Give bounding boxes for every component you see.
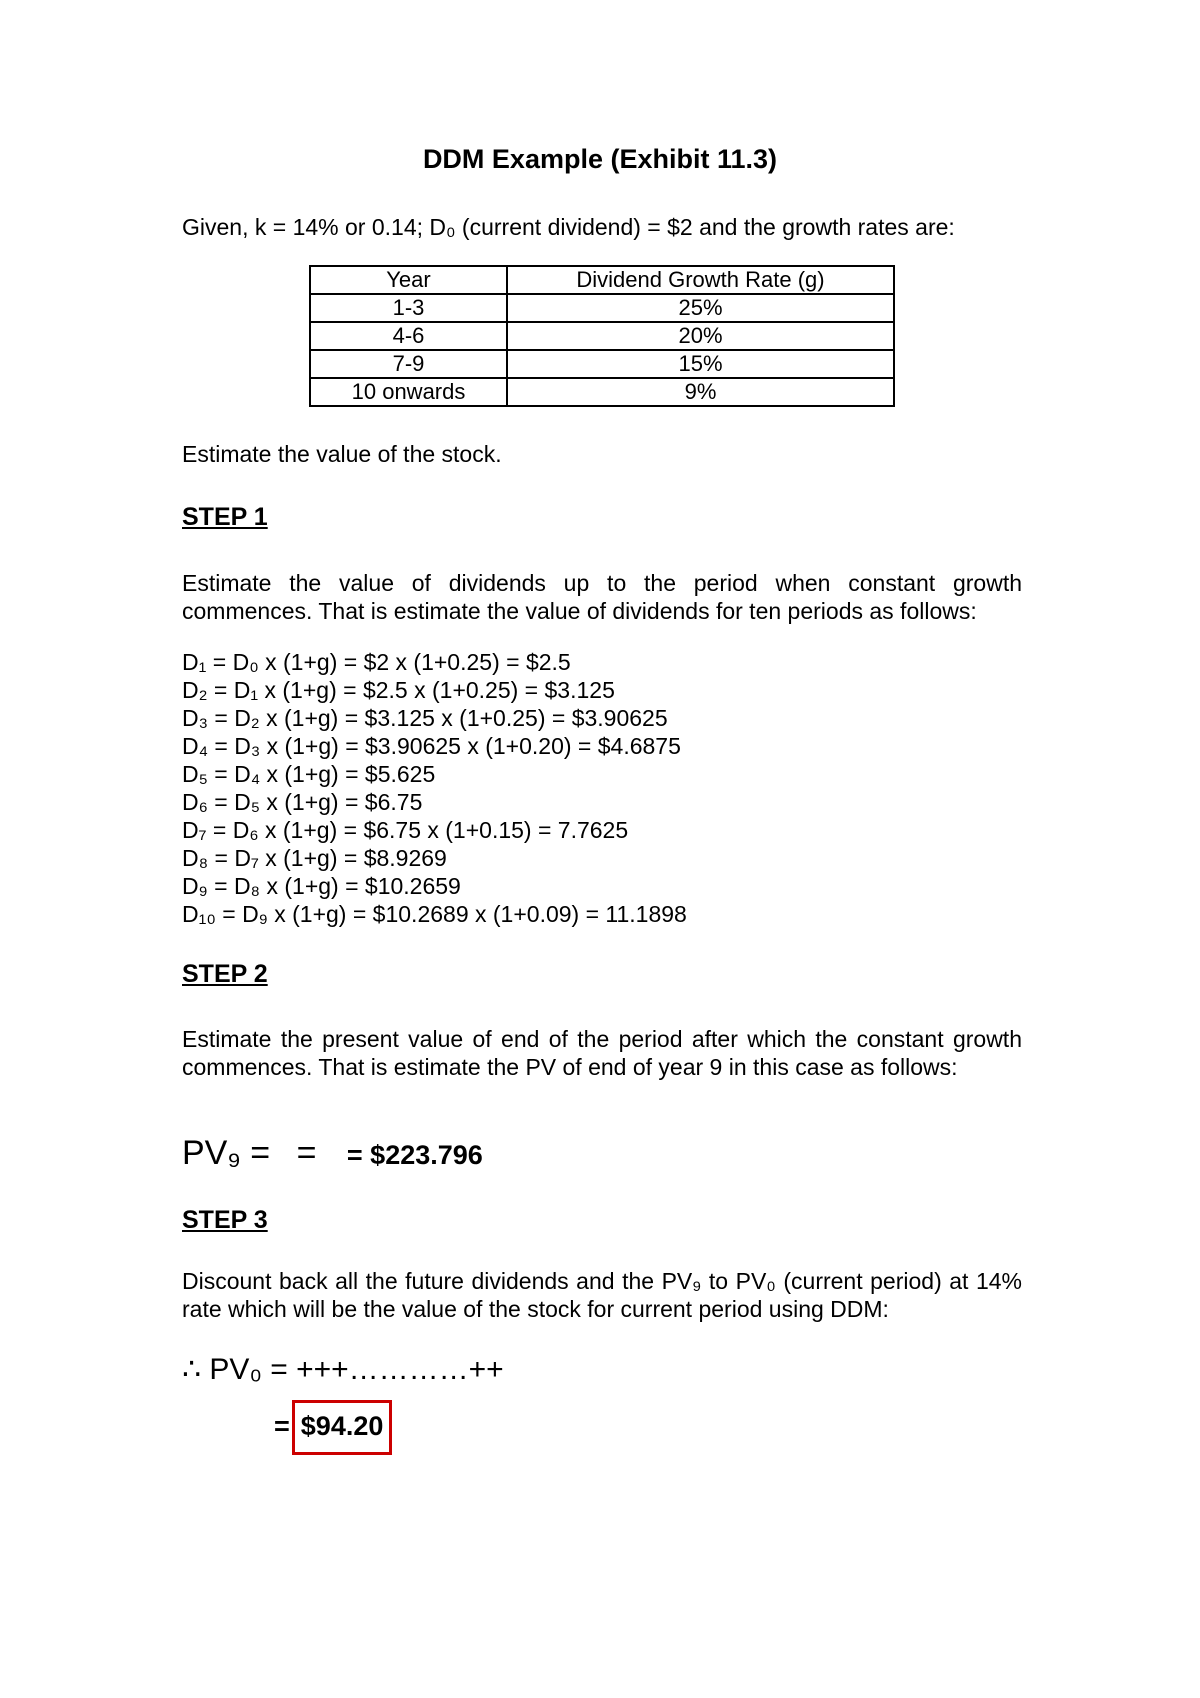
pv9-result: = $223.796 bbox=[346, 1140, 483, 1170]
table-cell-rate: 9% bbox=[507, 378, 894, 406]
pv9-equals: = bbox=[296, 1134, 317, 1172]
step1-text: Estimate the value of dividends up to the period when constant growth commences. That is estimate the value of dividends for ten periods as follows: bbox=[182, 570, 1022, 624]
pv9-label: PV₉ = bbox=[182, 1134, 271, 1172]
step1-heading: STEP 1 bbox=[182, 503, 268, 531]
table-header-row bbox=[310, 266, 894, 294]
dividend-line: D₉ = D₈ x (1+g) = $10.2659 bbox=[182, 873, 461, 899]
question-text: Estimate the value of the stock. bbox=[182, 441, 502, 467]
table-row bbox=[310, 378, 894, 406]
table-row bbox=[310, 322, 894, 350]
table-cell-year: 10 onwards bbox=[310, 378, 507, 406]
dividend-line: D₁ = D₀ x (1+g) = $2 x (1+0.25) = $2.5 bbox=[182, 649, 571, 675]
intro-text: Given, k = 14% or 0.14; D₀ (current dividend) = $2 and the growth rates are: bbox=[182, 214, 955, 240]
dividend-line: D₆ = D₅ x (1+g) = $6.75 bbox=[182, 789, 423, 815]
page-title: DDM Example (Exhibit 11.3) bbox=[422, 144, 778, 174]
final-equals: = bbox=[274, 1411, 290, 1441]
growth-rate-table bbox=[309, 265, 895, 407]
dividend-line: D₂ = D₁ x (1+g) = $2.5 x (1+0.25) = $3.125 bbox=[182, 677, 615, 703]
dividend-line: D₃ = D₂ x (1+g) = $3.125 x (1+0.25) = $3.90625 bbox=[182, 705, 668, 731]
column-header-year: Year bbox=[310, 266, 507, 294]
table-cell-rate: 25% bbox=[507, 294, 894, 322]
step2-text: Estimate the present value of end of the period after which the constant growth commences. That is estimate the PV of end of year 9 in this case as follows: bbox=[182, 1026, 1022, 1080]
table-cell-rate: 20% bbox=[507, 322, 894, 350]
step3-text: Discount back all the future dividends and the PV₉ to PV₀ (current period) at 14% rate which will be the value of the stock for current period using DDM: bbox=[182, 1268, 1022, 1322]
column-header-growth-rate: Dividend Growth Rate (g) bbox=[507, 266, 894, 294]
dividend-line: D₇ = D₆ x (1+g) = $6.75 x (1+0.15) = 7.7625 bbox=[182, 817, 629, 843]
answer-box: $94.20 bbox=[292, 1400, 393, 1455]
dividend-line: D₄ = D₃ x (1+g) = $3.90625 x (1+0.20) = $4.6875 bbox=[182, 733, 681, 759]
table-cell-year: 4-6 bbox=[310, 322, 507, 350]
pv0-formula: ∴ PV₀ = +++…………++ bbox=[182, 1353, 504, 1386]
table-row bbox=[310, 294, 894, 322]
dividend-line: D₈ = D₇ x (1+g) = $8.9269 bbox=[182, 845, 447, 871]
table-cell-year: 1-3 bbox=[310, 294, 507, 322]
pv9-formula bbox=[182, 1134, 483, 1173]
dividend-line: D₁₀ = D₉ x (1+g) = $10.2689 x (1+0.09) = 11.1898 bbox=[182, 901, 687, 927]
step2-heading: STEP 2 bbox=[182, 960, 268, 988]
dividend-calculations bbox=[182, 648, 687, 928]
final-answer bbox=[274, 1400, 392, 1455]
table-cell-year: 7-9 bbox=[310, 350, 507, 378]
dividend-line: D₅ = D₄ x (1+g) = $5.625 bbox=[182, 761, 436, 787]
table-row bbox=[310, 350, 894, 378]
table-cell-rate: 15% bbox=[507, 350, 894, 378]
step3-heading: STEP 3 bbox=[182, 1206, 268, 1234]
